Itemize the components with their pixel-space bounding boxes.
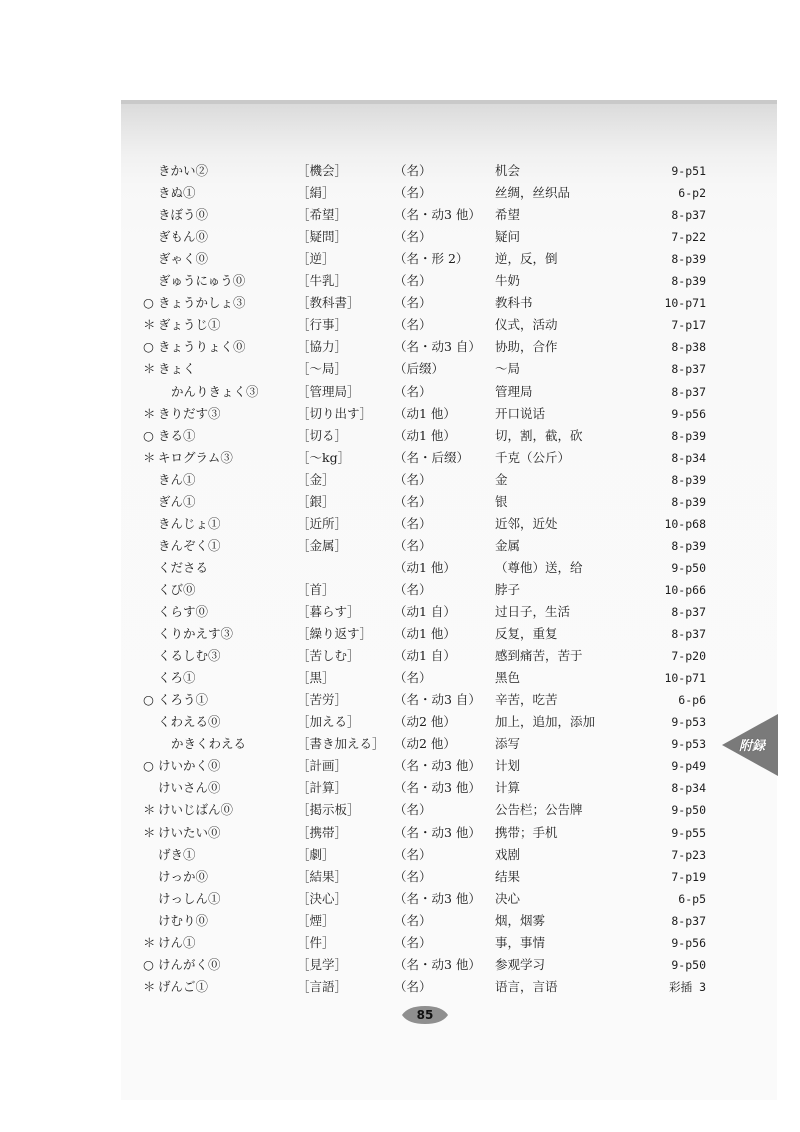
- entry-part-of-speech: （名）: [394, 868, 432, 884]
- entry-meaning: 过日子，生活: [495, 604, 571, 619]
- entry-reference: 7-p19: [671, 869, 706, 884]
- entry-kanji: ［決心］: [297, 890, 348, 906]
- entry-reference: 8-p39: [671, 538, 706, 553]
- entry-kanji: ［金］: [297, 471, 335, 487]
- entry-mark: ○: [143, 758, 154, 774]
- entry-kanji: ［切り出す］: [297, 405, 373, 421]
- entry-part-of-speech: （动2 他）: [394, 736, 456, 752]
- entry-kana: くるしむ③: [158, 648, 221, 664]
- entry-mark: ＊: [143, 449, 156, 465]
- entry-part-of-speech: （名）: [394, 493, 432, 509]
- entry-kana: けいかく⓪: [158, 758, 221, 774]
- entry-kanji: ［行事］: [297, 317, 348, 333]
- entry-part-of-speech: （动1 他）: [394, 559, 456, 575]
- entry-kanji: ［機会］: [297, 163, 348, 178]
- entry-meaning: 银: [495, 493, 508, 509]
- entry-reference: 9-p56: [671, 406, 706, 421]
- entry-kana: けん①: [158, 934, 196, 950]
- entry-kanji: ［協力］: [297, 339, 348, 355]
- table-row: [0, 733, 800, 755]
- entry-kanji: ［書き加える］: [297, 736, 385, 752]
- entry-kana: けっか⓪: [158, 868, 209, 884]
- entry-kana: きかい②: [158, 163, 209, 178]
- table-row: [0, 557, 800, 579]
- entry-kana: くらす⓪: [158, 604, 209, 619]
- entry-part-of-speech: （动1 他）: [394, 427, 456, 443]
- entry-kanji: ［希望］: [297, 207, 348, 223]
- entry-reference: 7-p22: [671, 230, 706, 245]
- table-row: [0, 226, 800, 248]
- entry-reference: 8-p38: [671, 340, 706, 355]
- entry-meaning: 计划: [495, 758, 521, 774]
- entry-kanji: ［携帯］: [297, 824, 348, 840]
- entry-kanji: ［言語］: [297, 978, 348, 994]
- entry-meaning: 切，割，截，砍: [495, 427, 583, 443]
- entry-reference: 9-p55: [671, 825, 706, 840]
- table-row: [0, 358, 800, 380]
- entry-kana: けんがく⓪: [158, 956, 221, 972]
- entry-kana: ぎもん⓪: [158, 229, 209, 245]
- entry-kanji: ［切る］: [297, 427, 348, 443]
- entry-mark: ○: [143, 956, 154, 972]
- entry-mark: ＊: [143, 361, 156, 377]
- entry-kanji: ［絹］: [297, 185, 335, 201]
- entry-kanji: ［首］: [297, 581, 335, 597]
- entry-meaning: 加上，追加，添加: [495, 714, 596, 730]
- entry-meaning: 协助，合作: [495, 339, 558, 355]
- table-row: [0, 844, 800, 866]
- entry-part-of-speech: （名）: [394, 581, 432, 597]
- entry-kana: きょうかしょ③: [158, 295, 246, 311]
- page-number: 85: [416, 1008, 434, 1022]
- table-row: [0, 381, 800, 403]
- entry-kana: キログラム③: [158, 449, 233, 465]
- table-row: [0, 645, 800, 667]
- entry-part-of-speech: （名・动3 他）: [394, 207, 481, 223]
- entry-reference: 8-p34: [671, 781, 706, 796]
- entry-meaning: 辛苦，吃苦: [495, 692, 558, 708]
- entry-kana: くび⓪: [158, 581, 196, 597]
- entry-meaning: 携带；手机: [495, 824, 558, 840]
- table-row: [0, 336, 800, 358]
- table-row: [0, 204, 800, 226]
- entry-meaning: 希望: [495, 207, 521, 223]
- entry-reference: 10-p71: [664, 296, 706, 311]
- table-row: [0, 425, 800, 447]
- entry-mark: ＊: [143, 978, 156, 994]
- table-row: [0, 469, 800, 491]
- entry-part-of-speech: （名）: [394, 317, 432, 333]
- entry-reference: 8-p37: [671, 605, 706, 619]
- entry-meaning: 脖子: [495, 581, 521, 597]
- entry-kana: げんご①: [158, 978, 209, 994]
- entry-reference: 9-p49: [671, 759, 706, 774]
- entry-kana: けいさん⓪: [158, 780, 221, 796]
- entry-kanji: ［銀］: [297, 493, 335, 509]
- entry-reference: 10-p66: [664, 582, 706, 597]
- entry-part-of-speech: （名・动3 他）: [394, 824, 481, 840]
- entry-kana: けいたい⓪: [158, 824, 221, 840]
- table-row: [0, 755, 800, 777]
- entry-kana: きりだす③: [158, 405, 221, 421]
- entry-kana: きょく: [158, 361, 196, 377]
- entry-part-of-speech: （名）: [394, 537, 432, 553]
- entry-mark: ○: [143, 339, 154, 355]
- entry-meaning: 戏剧: [495, 846, 521, 862]
- entry-meaning: 机会: [495, 163, 521, 178]
- entry-kanji: ［苦労］: [297, 692, 348, 708]
- table-row: [0, 270, 800, 292]
- entry-kanji: ［～kg］: [297, 449, 351, 465]
- entry-reference: 8-p39: [671, 428, 706, 443]
- entry-reference: 8-p37: [671, 913, 706, 928]
- entry-kanji: ［暮らす］: [297, 604, 360, 619]
- entry-kana: げき①: [158, 846, 196, 862]
- entry-reference: 彩插 3: [669, 979, 706, 994]
- entry-mark: ＊: [143, 317, 156, 333]
- entry-reference: 8-p37: [671, 384, 706, 399]
- entry-kana: ぎゃく⓪: [158, 251, 209, 267]
- entry-reference: 7-p23: [671, 847, 706, 862]
- entry-kanji: ［黒］: [297, 670, 335, 686]
- entry-kanji: ［加える］: [297, 714, 360, 730]
- table-row: [0, 777, 800, 799]
- entry-meaning: 教科书: [495, 295, 533, 311]
- entry-kanji: ［金属］: [297, 537, 348, 553]
- table-row: [0, 799, 800, 821]
- entry-mark: ○: [143, 295, 154, 311]
- entry-meaning: 反复，重复: [495, 626, 558, 642]
- entry-meaning: 添写: [495, 736, 521, 752]
- entry-kana: きょうりょく⓪: [158, 339, 246, 355]
- entry-meaning: 疑问: [495, 229, 521, 245]
- entry-kana: きる①: [158, 427, 196, 443]
- table-row: [0, 601, 800, 623]
- entry-reference: 9-p50: [671, 560, 706, 575]
- table-row: [0, 314, 800, 336]
- table-row: [0, 248, 800, 270]
- entry-reference: 6-p2: [678, 186, 706, 201]
- entry-kanji: ［掲示板］: [297, 802, 360, 818]
- entry-meaning: 开口说话: [495, 405, 546, 421]
- entry-kana: ぎょうじ①: [158, 317, 221, 333]
- entry-part-of-speech: （名・动3 他）: [394, 890, 481, 906]
- entry-meaning: 金: [495, 471, 508, 487]
- entry-meaning: 牛奶: [495, 273, 521, 289]
- entry-reference: 9-p56: [671, 935, 706, 950]
- entry-mark: ＊: [143, 824, 156, 840]
- entry-kanji: ［近所］: [297, 515, 348, 531]
- entry-reference: 7-p17: [671, 318, 706, 333]
- entry-reference: 10-p68: [664, 516, 706, 531]
- entry-part-of-speech: （名・动3 他）: [394, 956, 481, 972]
- entry-part-of-speech: （名）: [394, 471, 432, 487]
- table-row: [0, 689, 800, 711]
- appendix-side-tab: [720, 712, 780, 778]
- entry-part-of-speech: （动1 自）: [394, 648, 456, 664]
- entry-mark: ＊: [143, 802, 156, 818]
- entry-mark: ＊: [143, 934, 156, 950]
- entry-meaning: 近邻，近处: [495, 515, 558, 531]
- entry-meaning: 语言，言语: [495, 978, 558, 994]
- entry-meaning: 仪式，活动: [495, 317, 558, 333]
- entry-reference: 8-p37: [671, 208, 706, 223]
- entry-meaning: ～局: [495, 361, 521, 377]
- entry-meaning: 结果: [495, 868, 521, 884]
- table-row: [0, 667, 800, 689]
- entry-part-of-speech: （名）: [394, 515, 432, 531]
- table-row: [0, 491, 800, 513]
- entry-meaning: 千克（公斤）: [495, 449, 571, 465]
- entry-reference: 6-p6: [678, 693, 706, 708]
- entry-kana: くろう①: [158, 692, 209, 708]
- entry-part-of-speech: （动1 自）: [394, 604, 456, 619]
- entry-meaning: 黑色: [495, 670, 521, 686]
- entry-part-of-speech: （名・动3 他）: [394, 780, 481, 796]
- entry-part-of-speech: （名・动3 他）: [394, 758, 481, 774]
- entry-meaning: 金属: [495, 537, 521, 553]
- entry-kanji: ［煙］: [297, 912, 335, 928]
- entry-mark: ＊: [143, 405, 156, 421]
- entry-kana: きんじょ①: [158, 515, 221, 531]
- entry-kanji: ［劇］: [297, 846, 335, 862]
- entry-part-of-speech: （名）: [394, 163, 432, 178]
- entry-kana: けいじばん⓪: [158, 802, 234, 818]
- entry-part-of-speech: （名）: [394, 802, 432, 818]
- entry-kana: きんぞく①: [158, 537, 221, 553]
- entry-reference: 8-p34: [671, 450, 706, 465]
- entry-kana: かんりきょく③: [171, 383, 259, 399]
- entry-kana: くりかえす③: [158, 626, 234, 642]
- entry-part-of-speech: （动2 他）: [394, 714, 456, 730]
- entry-meaning: 计算: [495, 780, 521, 796]
- entry-meaning: 管理局: [495, 383, 533, 399]
- table-row: [0, 932, 800, 954]
- entry-kanji: ［逆］: [297, 251, 335, 267]
- table-row: [0, 447, 800, 469]
- entry-meaning: 烟，烟雾: [495, 912, 546, 928]
- entry-kana: きん①: [158, 471, 196, 487]
- entry-reference: 8-p37: [671, 362, 706, 377]
- entry-meaning: 参观学习: [495, 956, 546, 972]
- table-row: [0, 623, 800, 645]
- entry-reference: 9-p51: [671, 164, 706, 178]
- entry-part-of-speech: （动1 他）: [394, 626, 456, 642]
- table-row: [0, 292, 800, 314]
- entry-part-of-speech: （名）: [394, 273, 432, 289]
- entry-kana: きぬ①: [158, 185, 196, 201]
- entry-part-of-speech: （名・后缀）: [394, 449, 470, 465]
- entry-reference: 9-p50: [671, 957, 706, 972]
- entry-kanji: ［～局］: [297, 361, 348, 377]
- entry-reference: 8-p39: [671, 252, 706, 267]
- table-row: [0, 822, 800, 844]
- entry-meaning: 公告栏；公告牌: [495, 802, 583, 818]
- entry-part-of-speech: （名）: [394, 912, 432, 928]
- entry-kana: ぎん①: [158, 493, 196, 509]
- entry-reference: 7-p20: [671, 649, 706, 664]
- table-row: [0, 866, 800, 888]
- entry-meaning: 感到痛苦，苦于: [495, 648, 583, 664]
- table-row: [0, 579, 800, 601]
- entry-kana: けっしん①: [158, 890, 221, 906]
- entry-meaning: 决心: [495, 890, 521, 906]
- entry-part-of-speech: （名）: [394, 934, 432, 950]
- entry-reference: 8-p39: [671, 494, 706, 509]
- entry-kanji: ［疑問］: [297, 229, 348, 245]
- entry-kana: ぎゅうにゅう⓪: [158, 273, 246, 289]
- entry-reference: 8-p37: [671, 627, 706, 642]
- entry-kanji: ［牛乳］: [297, 273, 348, 289]
- entry-reference: 8-p39: [671, 274, 706, 289]
- entry-kanji: ［教科書］: [297, 295, 360, 311]
- entry-reference: 6-p5: [678, 891, 706, 906]
- entry-kanji: ［繰り返す］: [297, 626, 373, 642]
- entry-kana: けむり⓪: [158, 912, 209, 928]
- entry-kanji: ［計算］: [297, 780, 348, 796]
- entry-mark: ○: [143, 692, 154, 708]
- entry-reference: 9-p50: [671, 803, 706, 818]
- entry-part-of-speech: （名）: [394, 295, 432, 311]
- entry-kana: きぼう⓪: [158, 207, 209, 223]
- entry-mark: ○: [143, 427, 154, 443]
- entry-part-of-speech: （名）: [394, 383, 432, 399]
- table-row: [0, 954, 800, 976]
- entry-kana: くださる: [158, 559, 209, 575]
- entry-meaning: 逆，反，倒: [495, 251, 558, 267]
- entry-kanji: ［見学］: [297, 956, 348, 972]
- entry-kanji: ［管理局］: [297, 383, 360, 399]
- entry-reference: 8-p39: [671, 472, 706, 487]
- entry-part-of-speech: （名・动3 自）: [394, 692, 481, 708]
- entry-reference: 10-p71: [664, 671, 706, 686]
- entry-kanji: ［計画］: [297, 758, 348, 774]
- entry-part-of-speech: （名）: [394, 229, 432, 245]
- entry-kanji: ［結果］: [297, 868, 348, 884]
- table-row: [0, 403, 800, 425]
- entry-kana: かきくわえる: [171, 736, 247, 752]
- entry-part-of-speech: （动1 他）: [394, 405, 456, 421]
- table-row: [0, 535, 800, 557]
- entry-part-of-speech: （名）: [394, 185, 432, 201]
- table-row: [0, 711, 800, 733]
- table-row: [0, 976, 800, 998]
- table-row: [0, 888, 800, 910]
- table-row: [0, 160, 800, 182]
- entry-kanji: ［苦しむ］: [297, 648, 360, 664]
- table-row: [0, 182, 800, 204]
- entry-part-of-speech: （名）: [394, 846, 432, 862]
- table-row: [0, 910, 800, 932]
- entry-reference: 9-p53: [671, 737, 706, 752]
- entry-part-of-speech: （后缀）: [394, 361, 445, 377]
- side-tab-label: 附録: [738, 739, 765, 754]
- entry-meaning: 事，事情: [495, 934, 546, 950]
- entry-reference: 9-p53: [671, 715, 706, 730]
- page-number-badge: [400, 1004, 450, 1026]
- table-row: [0, 513, 800, 535]
- entry-part-of-speech: （名・动3 自）: [394, 339, 481, 355]
- entry-meaning: 丝绸，丝织品: [495, 185, 571, 201]
- entry-part-of-speech: （名）: [394, 670, 432, 686]
- entry-meaning: （尊他）送，给: [495, 559, 583, 575]
- entry-kana: くろ①: [158, 670, 196, 686]
- entry-kana: くわえる⓪: [158, 714, 221, 730]
- entry-kanji: ［件］: [297, 934, 335, 950]
- entry-part-of-speech: （名）: [394, 978, 432, 994]
- entry-part-of-speech: （名・形 2）: [394, 251, 469, 267]
